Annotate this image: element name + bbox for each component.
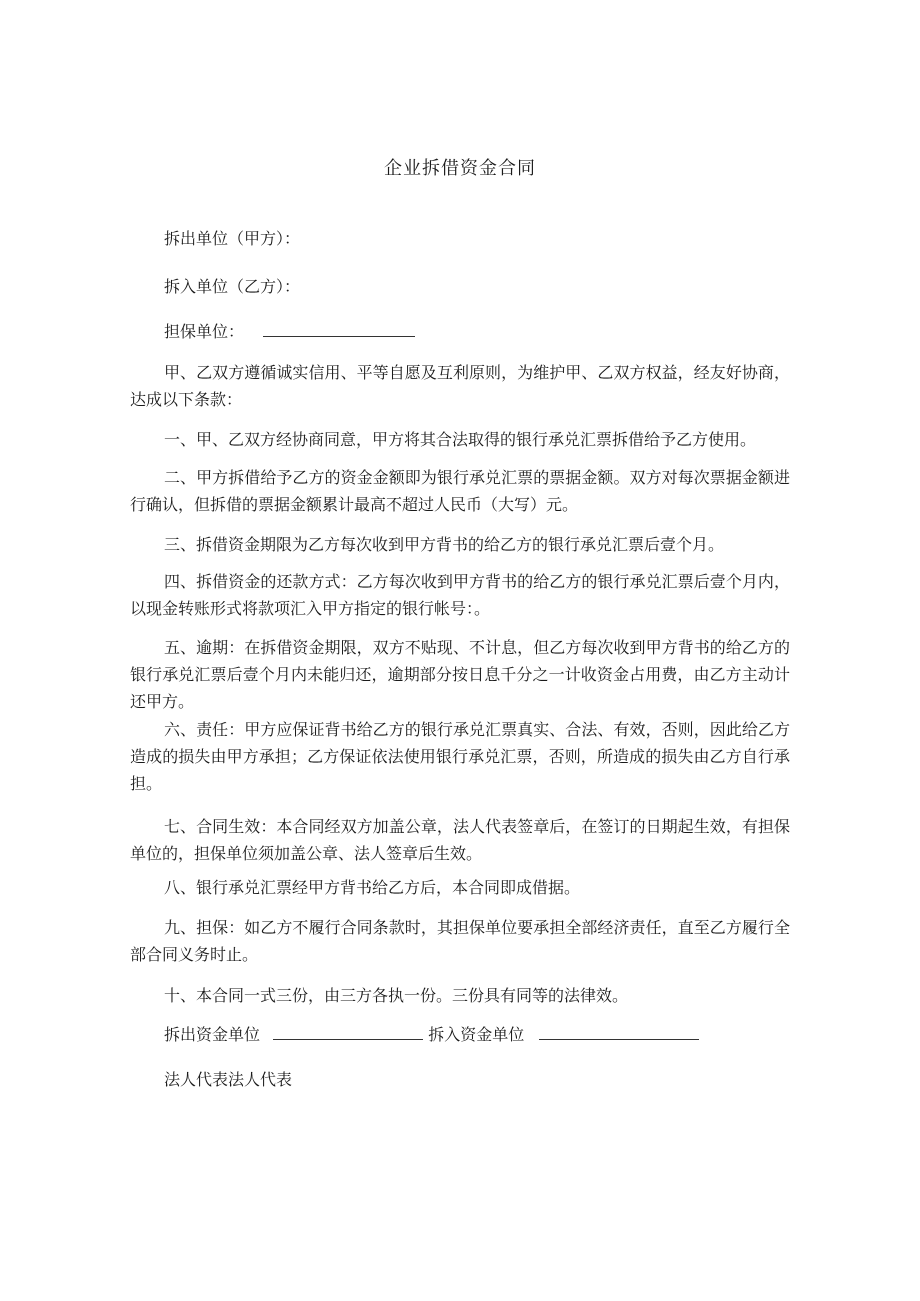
- legal-reps-label: 法人代表法人代表: [164, 1070, 293, 1089]
- lender-unit-blank: [273, 1023, 423, 1040]
- borrower-unit-label: 拆入资金单位: [428, 1025, 525, 1044]
- borrower-label: 拆入单位（乙方）：: [164, 277, 301, 296]
- guarantor-blank: [263, 320, 415, 337]
- signature-units-line: [164, 1023, 699, 1047]
- borrower-unit-blank: [539, 1023, 699, 1040]
- lender-label: 拆出单位（甲方）：: [164, 229, 301, 248]
- guarantor-party-line: [164, 320, 415, 344]
- clause-9: 九、担保：如乙方不履行合同条款时，其担保单位要承担全部经济责任，直至乙方履行全部合同义务时止。: [130, 918, 790, 964]
- borrower-party-line: [164, 275, 300, 299]
- preamble-paragraph: 甲、乙双方遵循诚实信用、平等自愿及互利原则，为维护甲、乙双方权益，经友好协商，达成以下条款：: [130, 363, 790, 409]
- clause-7: 七、合同生效：本合同经双方加盖公章，法人代表签章后，在签订的日期起生效，有担保单位的，担保单位须加盖公章、法人签章后生效。: [130, 817, 790, 863]
- clause-4: 四、拆借资金的还款方式：乙方每次收到甲方背书的给乙方的银行承兑汇票后壹个月内，以现金转账形式将款项汇入甲方指定的银行帐号：。: [130, 572, 790, 618]
- clause-5: 五、逾期：在拆借资金期限，双方不贴现、不计息，但乙方每次收到甲方背书的给乙方的银行承兑汇票后壹个月内未能归还，逾期部分按日息千分之一计收资金占用费，由乙方主动计还甲方。: [130, 638, 790, 711]
- clause-3: 三、拆借资金期限为乙方每次收到甲方背书的给乙方的银行承兑汇票后壹个月。: [164, 535, 725, 554]
- guarantor-label: 担保单位：: [164, 322, 245, 341]
- lender-unit-label: 拆出资金单位: [164, 1025, 261, 1044]
- lender-party-line: [164, 227, 300, 251]
- clause-6: 六、责任：甲方应保证背书给乙方的银行承兑汇票真实、合法、有效，否则，因此给乙方造成的损失由甲方承担；乙方保证依法使用银行承兑汇票，否则，所造成的损失由乙方自行承担。: [130, 720, 790, 793]
- clause-10: 十、本合同一式三份，由三方各执一份。三份具有同等的法律效。: [164, 986, 629, 1005]
- document-title: 企业拆借资金合同: [384, 158, 536, 179]
- legal-reps-line: [164, 1068, 292, 1092]
- clause-8: 八、银行承兑汇票经甲方背书给乙方后，本合同即成借据。: [164, 878, 581, 897]
- clause-1: 一、甲、乙双方经协商同意，甲方将其合法取得的银行承兑汇票拆借给予乙方使用。: [164, 430, 757, 449]
- clause-2: 二、甲方拆借给予乙方的资金金额即为银行承兑汇票的票据金额。双方对每次票据金额进行确认，但拆借的票据金额累计最高不超过人民币（大写）元。: [130, 468, 790, 514]
